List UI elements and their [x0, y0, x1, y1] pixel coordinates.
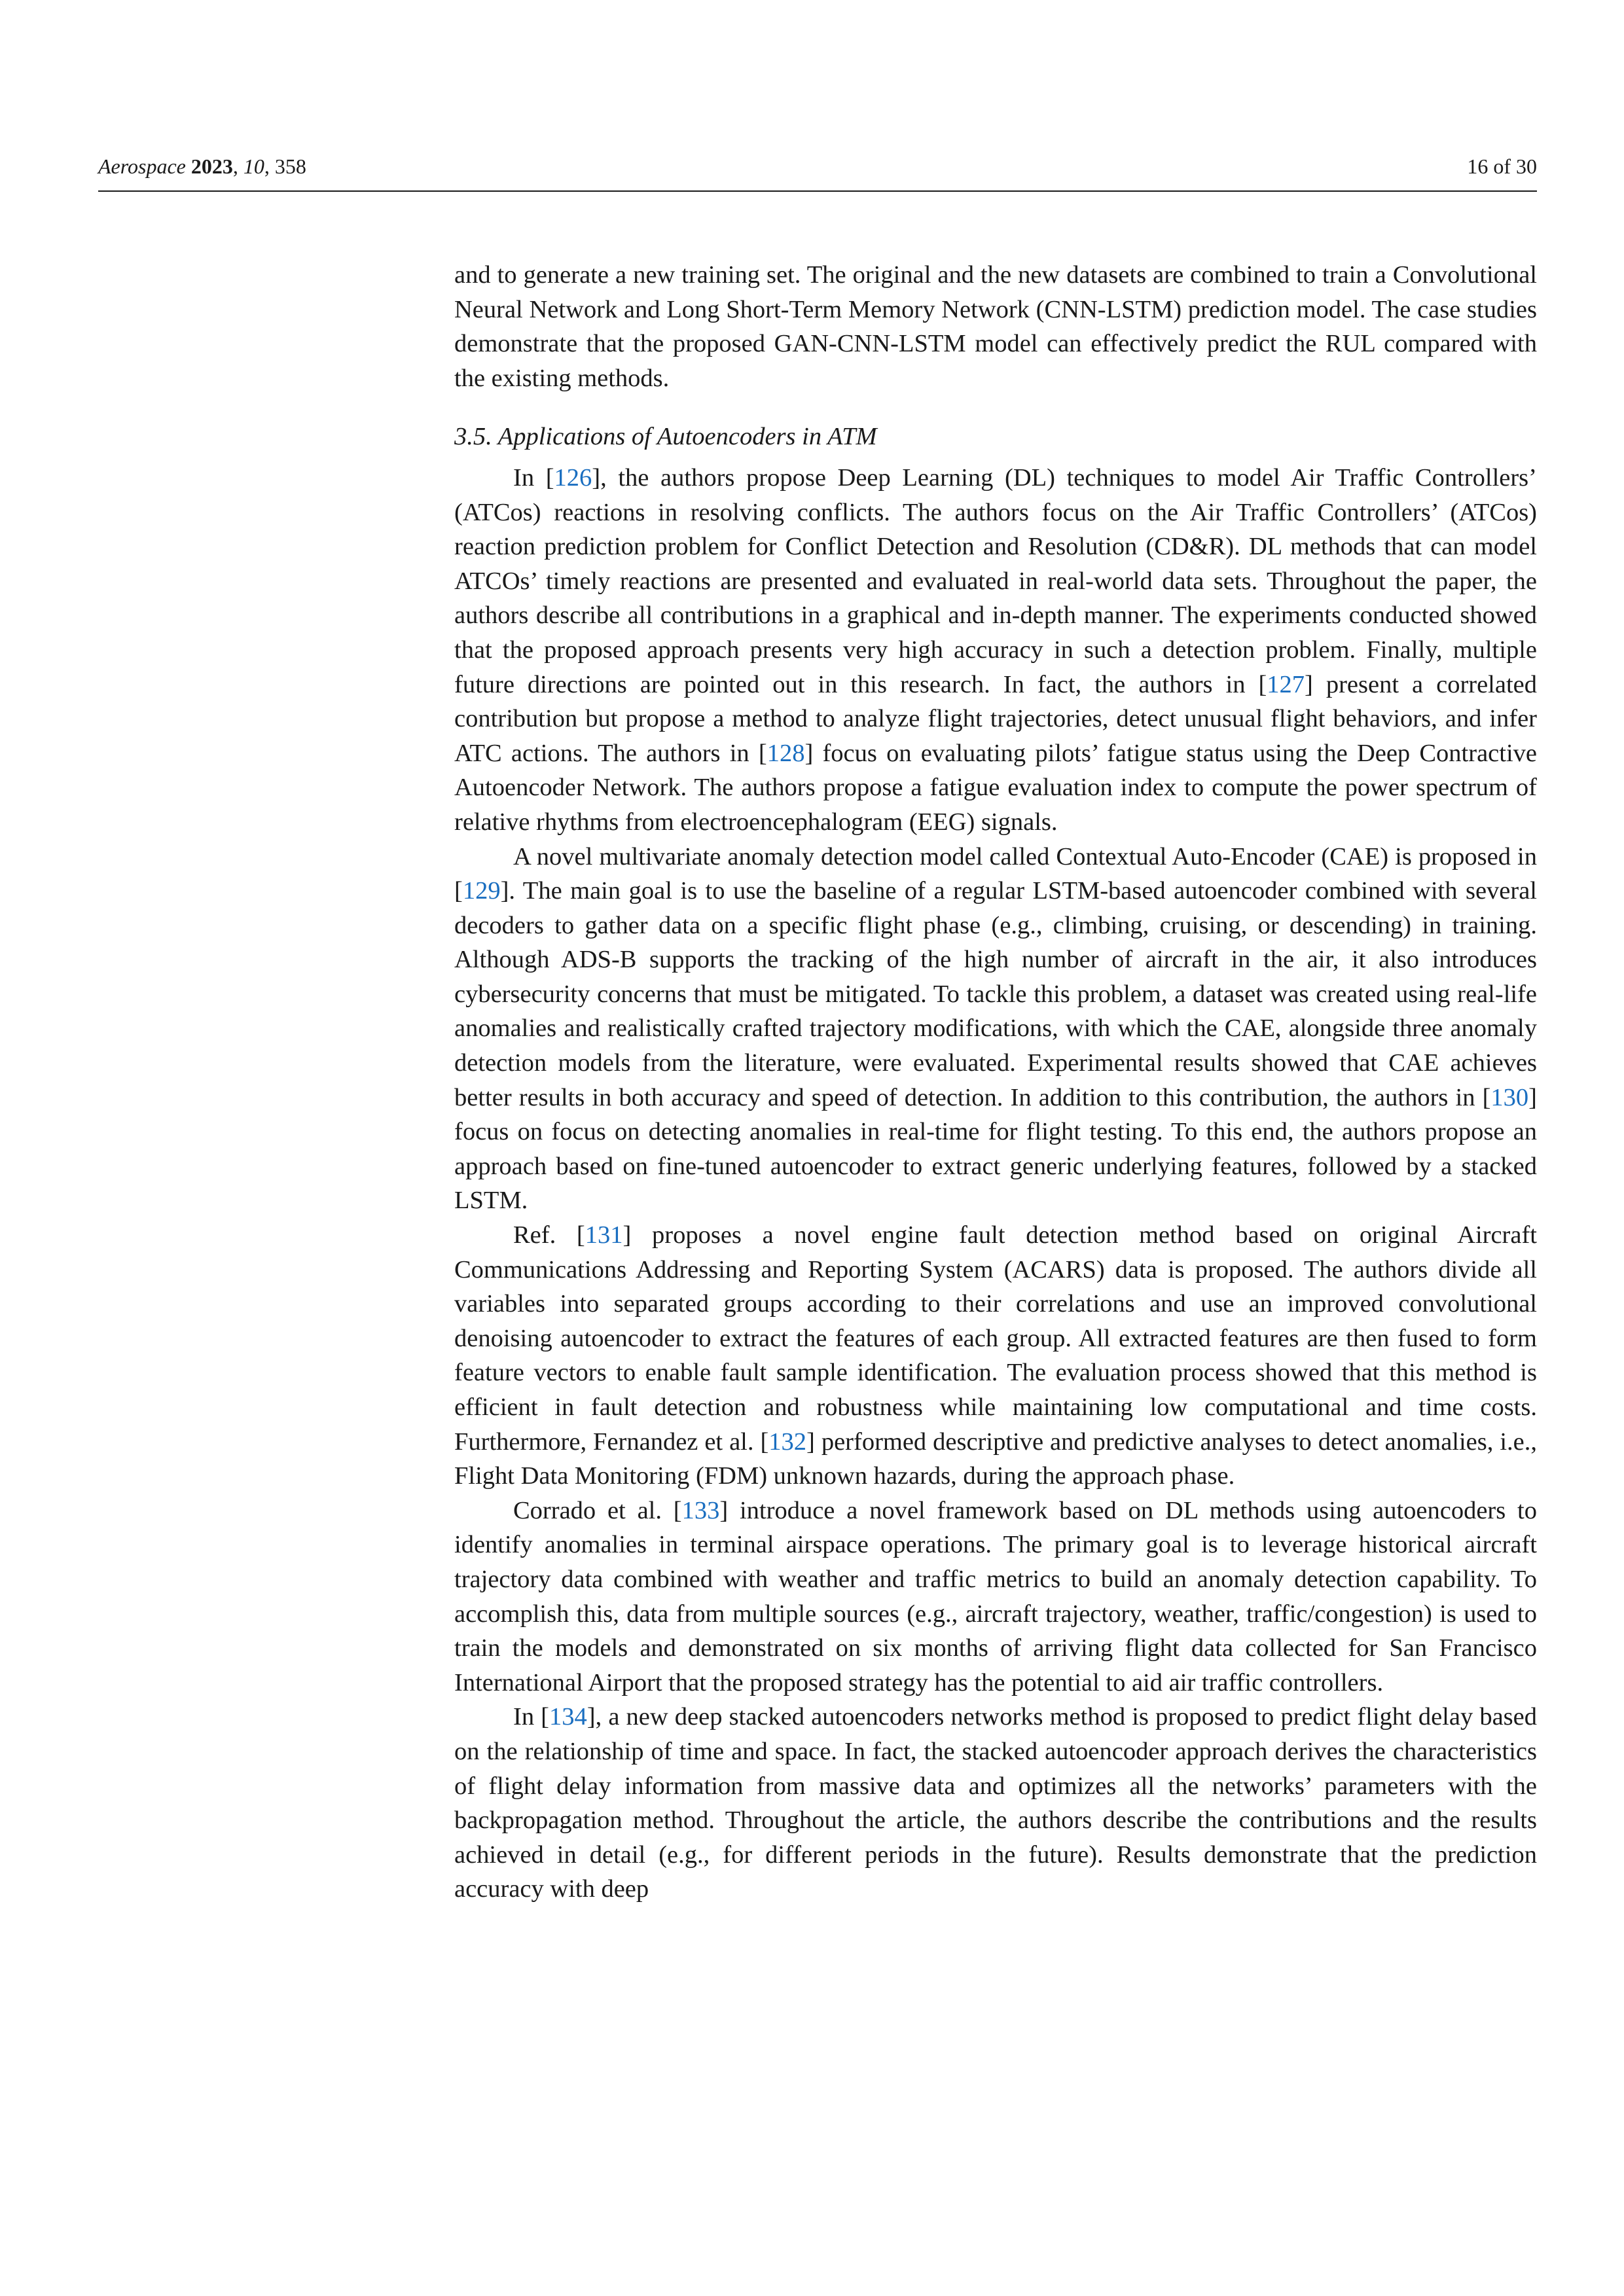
page-number: 16 of 30 — [1467, 154, 1537, 178]
paragraph-text: ], the authors propose Deep Learning (DL) techniques to model Air Traffic Controllers’ (ATCos) reactions in resolving conflicts. The authors focus on the Air Traffic Controllers’ (ATCos) reaction prediction problem for Conflict Detection and Resolution (CD&R). DL methods that can model ATCOs’ timely reactions are presented and evaluated in real-world data sets. Throughout the paper, the authors describe all contributions in a graphical and in-depth manner. The experiments conducted showed that the proposed approach presents very high accuracy in such a detection problem. Finally, multiple future directions are pointed out in this research. In fact, the authors in [ — [454, 463, 1537, 698]
journal-year: 2023 — [190, 154, 233, 178]
journal-name: Aerospace — [98, 154, 186, 178]
continuation-paragraph: and to generate a new training set. The original and the new datasets are combined to train a Convolutional Neural Network and Long Short-Term Memory Network (CNN-LSTM) prediction model. The case studies demonstrate that the proposed GAN-CNN-LSTM model can effectively predict the RUL compared with the existing methods. — [454, 261, 1537, 392]
citation-link-130[interactable]: 130 — [1490, 1083, 1529, 1111]
paragraph-text: ]. The main goal is to use the baseline of a regular LSTM-based autoencoder combined with several decoders to gather data on a specific flight phase (e.g., climbing, cruising, or descending) in training. Although ADS-B supports the tracking of the high number of aircraft in the air, it also introduces cybersecurity concerns that must be mitigated. To tackle this problem, a dataset was created using real-life anomalies and realistically crafted trajectory modifications, with which the CAE, alongside three anomaly detection models from the literature, were evaluated. Experimental results showed that CAE achieves better results in both accuracy and speed of detection. In addition to this contribution, the authors in [ — [454, 877, 1537, 1111]
paragraph-text: ] performed descriptive and predictive analyses to detect anomalies, i.e., Flight Data Monitoring (FDM) unknown hazards, during the approach phase. — [454, 1427, 1537, 1490]
running-header — [98, 148, 1537, 187]
paragraph-text: ] introduce a novel framework based on DL methods using autoencoders to identify anomalies in terminal airspace operations. The primary goal is to leverage historical aircraft trajectory data combined with weather and traffic metrics to build an anomaly detection capability. To accomplish this, data from multiple sources (e.g., aircraft trajectory, weather, traffic/congestion) is used to train the models and demonstrated on six months of arriving flight data collected for San Francisco International Airport that the proposed strategy has the potential to aid air traffic controllers. — [454, 1496, 1537, 1696]
paragraph-text: Ref. [ — [513, 1221, 585, 1249]
paragraph-text: ] focus on evaluating pilots’ fatigue status using the Deep Contractive Autoencoder Network. The authors propose a fatigue evaluation index to compute the power spectrum of relative rhythms from electroencephalogram (EEG) signals. — [454, 739, 1537, 836]
paragraph-text: ], a new deep stacked autoencoders networks method is proposed to predict flight delay based on the relationship of time and space. In fact, the stacked autoencoder approach derives the characteristics of flight delay information from massive data and optimizes all the networks’ parameters with the backpropagation method. Throughout the article, the authors describe the contributions and the results achieved in detail (e.g., for different periods in the future). Results demonstrate that the prediction accuracy with deep — [454, 1703, 1537, 1903]
journal-article-number: 358 — [274, 154, 306, 178]
paragraph-5 — [454, 1700, 1537, 1907]
paragraph-2 — [454, 840, 1537, 1219]
section-heading: 3.5. Applications of Autoencoders in ATM — [454, 423, 877, 451]
citation-link-133[interactable]: 133 — [681, 1496, 720, 1524]
journal-citation: Aerospace 2023, 10, 358 — [98, 154, 306, 178]
journal-volume: 10 — [243, 154, 264, 178]
body-text — [454, 258, 1537, 1907]
header-divider — [98, 190, 1537, 192]
citation-link-126[interactable]: 126 — [554, 463, 592, 492]
paragraph-1 — [454, 461, 1537, 840]
paragraph-text: Corrado et al. [ — [513, 1496, 682, 1524]
paragraph-text: ] focus on focus on detecting anomalies in real-time for flight testing. To this end, the authors propose an approach based on fine-tuned autoencoder to extract generic underlying features, followed by a stacked LSTM. — [454, 1083, 1537, 1215]
paragraph-text: In [ — [513, 1703, 550, 1731]
citation-link-131[interactable]: 131 — [585, 1221, 623, 1249]
paragraph-text: ] present a correlated contribution but propose a method to analyze flight trajectories, detect unusual flight behaviors, and infer ATC actions. The authors in [ — [454, 670, 1537, 767]
paragraph-text: ] proposes a novel engine fault detection method based on original Aircraft Communications Addressing and Reporting System (ACARS) data is proposed. The authors divide all variables into separated groups according to their correlations and use an improved convolutional denoising autoencoder to extract the features of each group. All extracted features are then fused to form feature vectors to enable fault sample identification. The evaluation process showed that this method is efficient in fault detection and robustness while maintaining low computational and time costs. Furthermore, Fernandez et al. [ — [454, 1221, 1537, 1456]
paragraph-text: In [ — [513, 463, 554, 492]
citation-link-134[interactable]: 134 — [549, 1703, 587, 1731]
citation-link-132[interactable]: 132 — [768, 1427, 807, 1456]
paragraph-text: A novel multivariate anomaly detection model called Contextual Auto-Encoder (CAE) is proposed in [ — [454, 842, 1537, 905]
paragraph-4 — [454, 1494, 1537, 1700]
citation-link-128[interactable]: 128 — [767, 739, 805, 767]
citation-link-129[interactable]: 129 — [462, 877, 501, 905]
paragraph-3 — [454, 1218, 1537, 1494]
citation-link-127[interactable]: 127 — [1267, 670, 1305, 698]
